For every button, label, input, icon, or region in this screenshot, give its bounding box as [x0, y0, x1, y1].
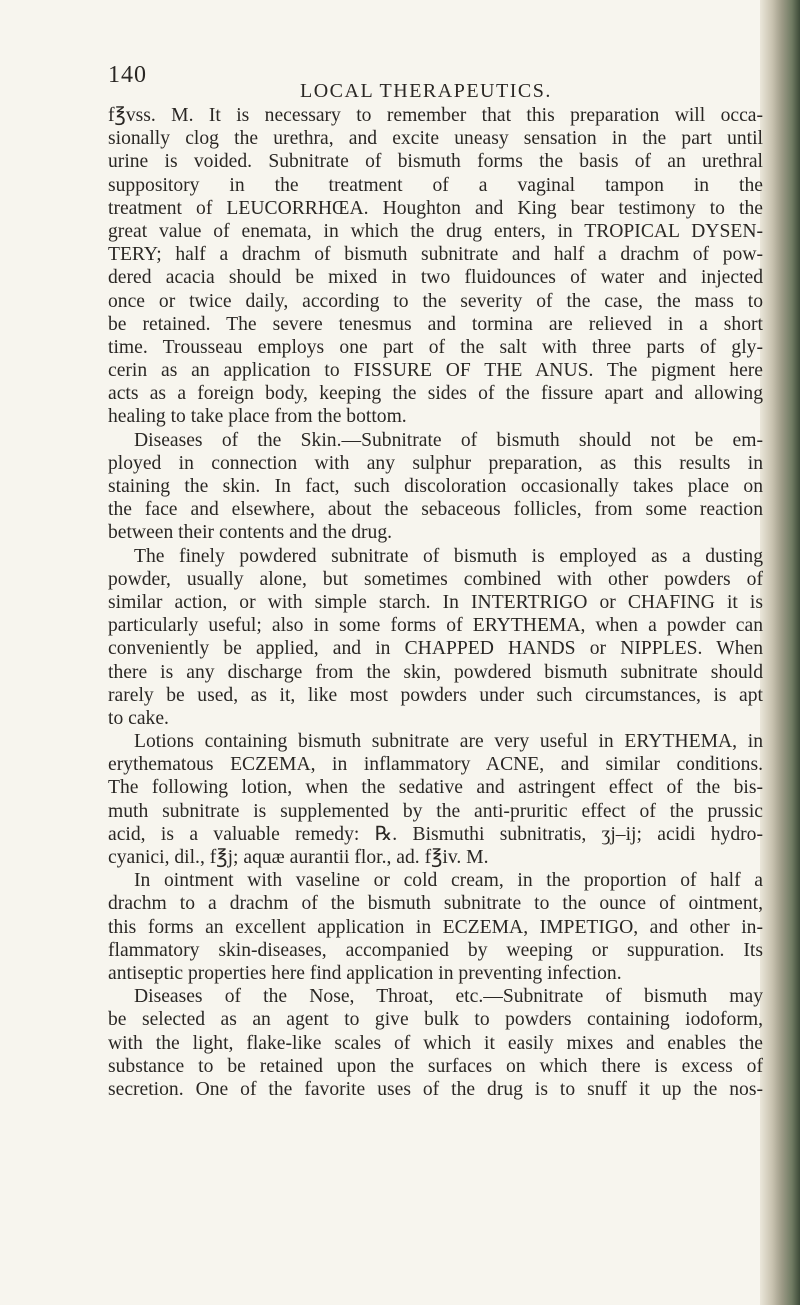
text-line: In ointment with vaseline or cold cream, in the proportion of half a	[134, 870, 763, 892]
text-line: similar action, or with simple starch. In INTERTRIGO or CHAFING it is	[108, 591, 763, 613]
text-line: muth subnitrate is supplemented by the anti-pruritic effect of the prussic	[108, 800, 763, 822]
text-line: great value of enemata, in which the drug enters, in TROPICAL DYSEN-	[108, 220, 763, 242]
text-line: TERY; half a drachm of bismuth subnitrate and half a drachm of pow-	[108, 244, 763, 266]
text-line: flammatory skin-diseases, accompanied by weeping or suppuration. Its	[108, 939, 763, 961]
text-line: dered acacia should be mixed in two fluidounces of water and injected	[108, 267, 763, 289]
text-line: time. Trousseau employs one part of the salt with three parts of gly-	[108, 336, 763, 358]
body-text	[108, 104, 763, 1101]
text-line: there is any discharge from the skin, powdered bismuth subnitrate should	[108, 661, 763, 683]
running-head: LOCAL THERAPEUTICS.	[300, 80, 552, 102]
text-line: conveniently be applied, and in CHAPPED HANDS or NIPPLES. When	[108, 638, 763, 660]
text-line: the face and elsewhere, about the sebaceous follicles, from some reaction	[108, 499, 763, 521]
text-line: sionally clog the urethra, and excite uneasy sensation in the part until	[108, 128, 763, 150]
text-line: antiseptic properties here find application in preventing infection.	[108, 962, 622, 984]
text-line: particularly useful; also in some forms of ERYTHEMA, when a powder can	[108, 615, 763, 637]
text-line: staining the skin. In fact, such discoloration occasionally takes place on	[108, 476, 763, 497]
section-heading-line: Diseases of the Skin.—Subnitrate of bismuth should not be em-	[134, 429, 763, 451]
text-line: erythematous ECZEMA, in inflammatory ACNE, and similar conditions.	[108, 754, 763, 776]
text-line: drachm to a drachm of the bismuth subnitrate to the ounce of ointment,	[108, 893, 763, 915]
text-line: powder, usually alone, but sometimes combined with other powders of	[108, 568, 763, 590]
page-edge-shadow	[760, 0, 800, 1305]
text-line: once or twice daily, according to the severity of the case, the mass to	[108, 290, 763, 312]
text-line: be selected as an agent to give bulk to powders containing iodoform,	[108, 1009, 763, 1031]
text-line: The following lotion, when the sedative and astringent effect of the bis-	[108, 777, 763, 799]
text-line: ployed in connection with any sulphur preparation, as this results in	[108, 452, 763, 474]
text-line: between their contents and the drug.	[108, 522, 393, 544]
section-heading-line: Diseases of the Nose, Throat, etc.—Subnitrate of bismuth may	[134, 986, 763, 1008]
text-line: suppository in the treatment of a vaginal tampon in the	[108, 174, 763, 196]
text-line: cyanici, dil., f℥j; aquæ aurantii flor., ad. f℥iv. M.	[108, 847, 489, 868]
text-line: cerin as an application to FISSURE OF THE ANUS. The pigment here	[108, 360, 763, 382]
text-line: f℥vss. M. It is necessary to remember that this preparation will occa-	[108, 105, 763, 126]
page-number: 140	[108, 62, 147, 88]
text-line: with the light, flake-like scales of which it easily mixes and enables the	[108, 1032, 763, 1054]
text-line: secretion. One of the favorite uses of the drug is to snuff it up the nos-	[108, 1078, 763, 1100]
text-line: acid, is a valuable remedy: ℞. Bismuthi subnitratis, ʒj–ij; acidi hydro-	[108, 823, 763, 845]
text-line: substance to be retained upon the surfaces on which there is excess of	[108, 1055, 763, 1077]
text-line: urine is voided. Subnitrate of bismuth forms the basis of an urethral	[108, 151, 763, 173]
text-line: Lotions containing bismuth subnitrate are very useful in ERYTHEMA, in	[134, 731, 763, 753]
text-line: acts as a foreign body, keeping the sides of the fissure apart and allowing	[108, 383, 763, 405]
text-line: to cake.	[108, 707, 169, 729]
text-line: this forms an excellent application in ECZEMA, IMPETIGO, and other in-	[108, 916, 763, 938]
text-line: be retained. The severe tenesmus and tormina are relieved in a short	[108, 313, 763, 335]
text-line: The finely powdered subnitrate of bismuth is employed as a dusting	[134, 545, 763, 567]
text-line: rarely be used, as it, like most powders under such circumstances, is apt	[108, 684, 763, 706]
text-line: treatment of LEUCORRHŒA. Houghton and King bear testimony to the	[108, 197, 763, 219]
text-line: healing to take place from the bottom.	[108, 406, 407, 428]
